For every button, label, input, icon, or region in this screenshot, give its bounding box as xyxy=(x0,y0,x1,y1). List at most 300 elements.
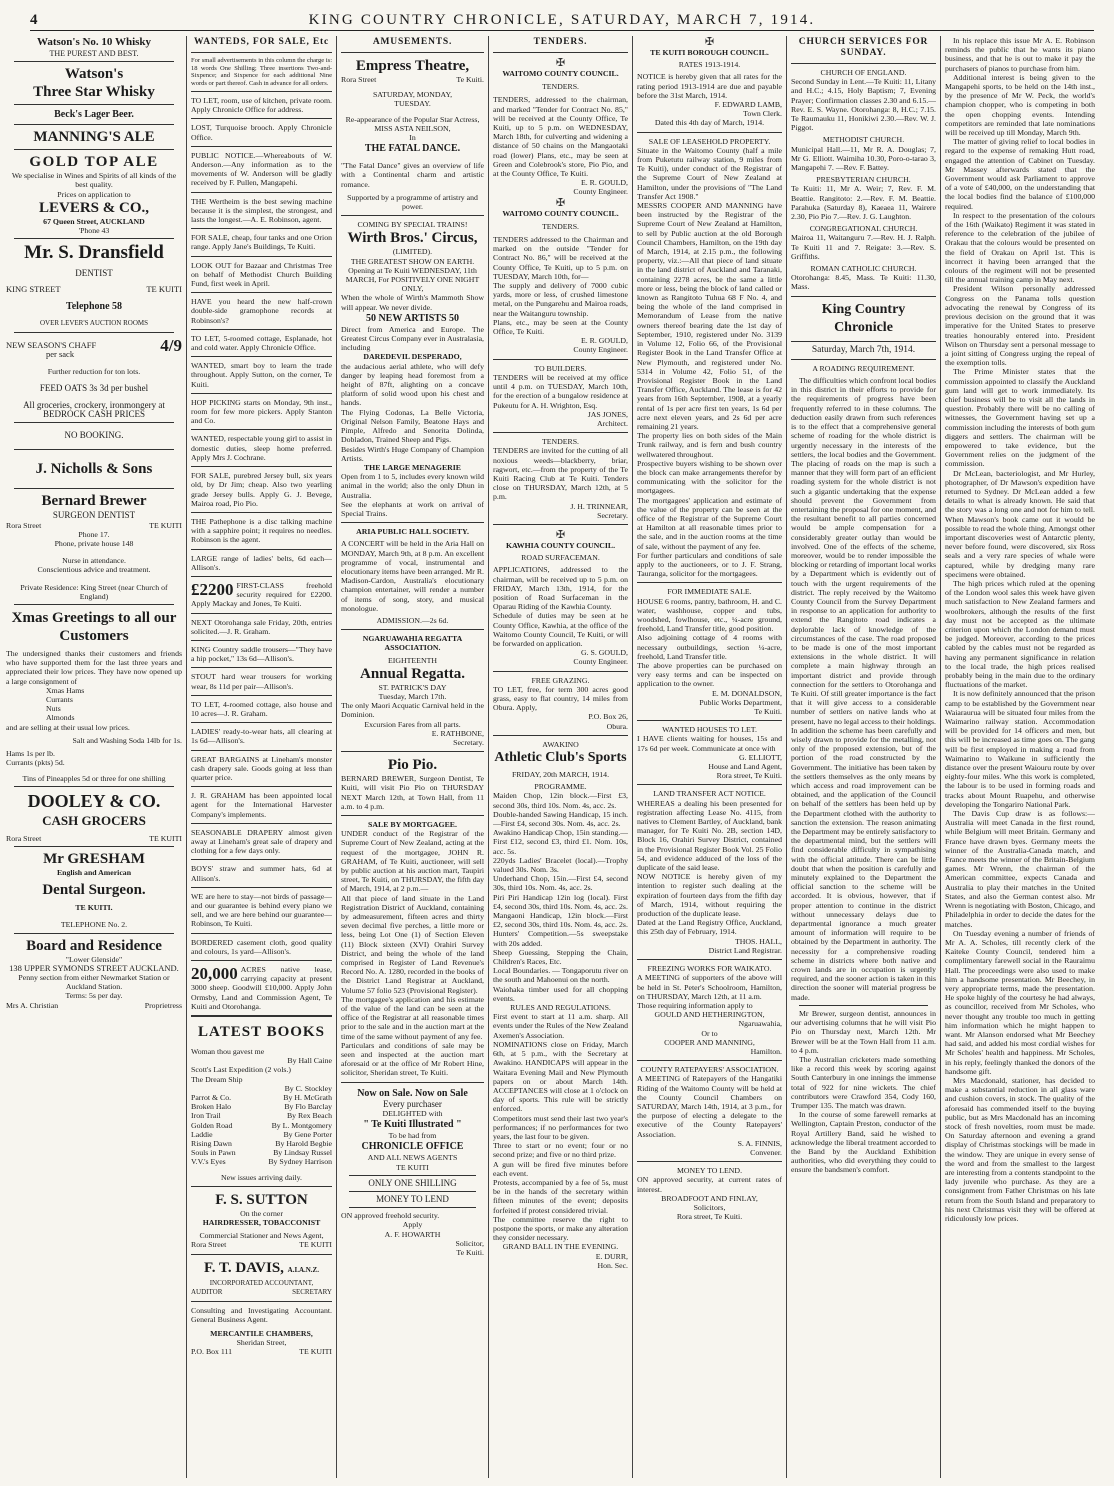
money-heading: MONEY TO LEND xyxy=(376,1193,449,1204)
classified-ad: FOR SALE, purebred Jersey bull, six years old, by Dr Jim; cheap. Also two yearling grade Jersey bulls. Apply G. J. Bevege, Mairoa road, Pio Pio. xyxy=(191,471,332,508)
classified-ad: LOOK OUT for Bazaar and Christmas Tree on behalf of Methodist Church Building Fund, first week in April. xyxy=(191,260,332,289)
groceries-text: All groceries, crockery, ironmongery at BEDROCK CASH PRICES xyxy=(23,400,165,420)
empress-reappearance: Re-appearance of the Popular Star Actress, xyxy=(345,114,480,124)
builders-heading: TO BUILDERS. xyxy=(534,363,587,373)
leasehold-text: MESSRS COOPER AND MANNING have been instructed by the Registrar of the Supreme Court of New Zealand at Hamilton, to sell by Public auction at the old Borough Council Chambers, Hamilton, on the 19th day of March, 1914, at 2.15 p.m., the following property, viz.:—All that piece of land situate in the land district of Auckland and Taranaki, containing 2278 acres, be the same a little more or less, being the block of land called or known as Rangitoto Tuhua 68 F No. 4, and being the whole of the land comprised in Memorandum of Lease from the native owners thereof bearing date the 1st day of September, 1910, registered under No. 3139 in Volume 12, Folio 66, of the Provisional Register Book in the Land Transfer Office at New Plymouth, and registered under No. 5314 in Volume 42, Folio 51, of the Provisional Register Book in the Land Transfer Office, Auckland. The lease is for 42 years from 16th September, 1908, at a yearly rental of 1s per acre first ten years, 1s 6d per acre next eleven years, and 2s 6d per acre remaining 21 years. xyxy=(637,201,782,431)
awakino-rule: A gun will be fired five minutes before each event. xyxy=(493,1159,628,1178)
awakino-event: 220yds Ladies' Bracelet (local).—Trophy valued 30s. Nom. 3s. xyxy=(493,855,628,875)
news-item: Dr McLean, bacteriologist, and Mr Hurley, photographer, of Dr Mawson's expedition have returned to Sydney. Dr McLean added a few details to what is already known. He said that the story was a long one and not for him to tell. When Mawson's book came out it would be possible to read the whole thing. Amongst other important discoveries west of Antarctic plenty, never before found, were discovered, six Ross seals and a very rare species of whale were captured, while by dredging many rare specimens were obtained. xyxy=(945,468,1095,579)
now-price: ONLY ONE SHILLING xyxy=(368,1177,457,1188)
board-title: Board and Residence xyxy=(26,937,162,954)
empress-description: "The Fatal Dance" gives an overview of life with a Continental charm and artistic romance. xyxy=(341,161,484,189)
wines-text: We specialise in Wines and Spirits of all kinds of the best quality. xyxy=(11,171,177,190)
circus-menagerie-text: Open from 1 to 5, includes every known wild animal in the world; also the only Dhun in Australia. xyxy=(341,472,484,500)
gresham-role: Dental Surgeon. xyxy=(42,882,146,899)
grazing-text: TO LET, free, for term 300 acres good grass, easy to flat country, 14 miles from Obura. Apply, xyxy=(493,684,628,713)
editorial-text: The difficulties which confront local bodies in this district in their efforts to provide for the requirements of progress have been frequently referred to in these columns. The deduction easily drawn from such references is to the effect that a comprehensive general scheme of roading for the whole district is urgently necessary in the interests of the settlers, the local bodies and the Government. The placing of roads on the map is such a manner that they will form part of an efficient roading system for the whole district is not such a gigantic undertaking that the expense should prevent the Government from entertaining the proposal for one moment, and the resultant benefit to all parties concerned would be ample compensation for a considerably greater outlay than would be involved. One of the effects of the scheme, moreover, would be to render impossible the blocking or retarding of important local works by a Department which is evidently out of touch with the urgent requirements of the district. The reply received by the Waitomo County Council from the Survey Department in response to an application for authority to extend the Rangitoto road indicates a deplorable lack of knowledge of the circumstances of the case. The road proposed to be made is one of the most important extensions in the whole district. It will complete a main highway through an important district and provide through connection for the settlers to Otorohanga and Te Kuiti. Of still greater importance is the fact that it will give access to a considerable number of settlers on native lands who at present, have no legal access to their holdings. In addition the scheme has been carefully and wisely drawn to provide for the metalling, not only of the proposed extension, but of the portion of the road constructed by the Government. The initiative has been taken by the settlers themselves as the only means by which access and road improvement can be obtained, and the application of the Council on behalf of the settlers has been held up by the Department clothed with the authority to sanction the extension. The reason animating the Department may be entirely satisfactory to the departmental mind, but the settlers will find considerable difficulty in sympathising with the official attitude. There can be little doubt that when the position is carefully and minutely explained to the Department the official sanction to the scheme will be accorded. It is obvious, however, that if proper attention to continue in the district without unnecessary delays due to departmental ignorance a much greater amount of information will require to be obtained by the Department in authority. The necessity for a comprehensive roading scheme in districts where both native and crown lands are in occupation is urgently required, and the sooner action is taken in this direction the sooner will material progress be made. xyxy=(791,376,936,1002)
book-author: By H. McGrath xyxy=(283,1093,332,1103)
news-item: It is now definitely announced that the prison camp to be established by the Government near Waiaraurua will be situated four miles from the Waimarino railway station. Accommodation will be provided for 14 officers and men, but this will be increased as time goes on. The gang will be first employed in making a road from Waimarino to Waikune in sufficiently the distance over the present Waiouru route by over eighty-four miles. Whe this work is completed, the labour is to be used in forming roads and tracks about Mount Ruapehu, and otherwise developing the Tongariro National Park. xyxy=(945,689,1095,809)
brewer-advice: Conscientious advice and treatment. xyxy=(37,565,151,575)
circus-daredevil: DAREDEVIL DESPERADO, xyxy=(363,352,462,362)
kawhia-heading: KAWHIA COUNTY COUNCIL. xyxy=(505,540,616,550)
classified-ad: HAVE you heard the new half-crown double-side gramophone records at Robinson's? xyxy=(191,297,332,325)
classified-ad-amount: £2200 xyxy=(191,579,234,599)
mortgagee-heading: SALE BY MORTGAGEE. xyxy=(368,820,457,829)
davis-chambers: MERCANTILE CHAMBERS, xyxy=(210,1328,313,1338)
circus-menagerie: THE LARGE MENAGERIE xyxy=(363,462,462,472)
kawhia-text: APPLICATIONS, addressed to the chairman, will be received up to 5 p.m. on FRIDAY, March 13th, 1914, for the position of Road Surfaceman in the Oparau Riding of the Kawhia County. xyxy=(493,565,628,612)
church-services: Mairoa 11, Waitanguru 7.—Rev. H. J. Ralph. Te Kuiti 11 and 7. Reigate: 3.—Rev. S. Griffiths. xyxy=(791,233,936,261)
tenders-subheading: TENDERS. xyxy=(541,437,580,447)
dooley-name: DOOLEY & CO. xyxy=(27,790,161,811)
classified-ad: THE Pathephone is a disc talking machine with a sapphire point; it requires no needles. Robinson is the agent. xyxy=(191,516,332,545)
news-item: The Davis Cup draw is as follows:—Australia will meet Canada in the first round, while Belgium will meet Britain. Germany and France have drawn byes. Germany meets the winner of the Australia-Canada match, and France meets the winner of the Britain-Belgium games. Mr Wrenn, the chairman of the American committee, expects Canada and Australia to play their matches in the United States, and also the German contest also. Mr Wrenn is negotiating with Boston, Chicago, and Philadelphia in order to decide the dates for the matches. xyxy=(945,809,1095,929)
land-transfer-signer-role: District Land Registrar. xyxy=(708,945,782,955)
chaff-note: Further reduction for ton lots. xyxy=(47,366,141,376)
awakino-rule: Competitors must send their last two year's performances; if no performances for two years, the last four to be given. xyxy=(493,1113,628,1141)
feed-oats: FEED OATS 3s 3d per bushel xyxy=(39,382,149,393)
classified-ad: WANTED, smart boy to learn the trade throughout. Apply Sutton, on the corner, Te Kuiti. xyxy=(191,361,332,389)
brewer-nurse: Nurse in attendance. xyxy=(62,556,126,566)
gresham-origin: English and American xyxy=(56,867,132,877)
now-town: TE KUITI xyxy=(396,1162,429,1172)
tender-text: TENDERS are invited for the cutting of all noxious weeds—blackberry, briar, ragwort, etc.—from the property of the Te Kuiti Racing Club at Te Kuiti. Tenders close on THURSDAY, March 12th, at 5 p.m. xyxy=(493,446,628,502)
xmas-text: The undersigned thanks their customers and friends who have supported them for the last three years and appreciated their low prices. They have now opened up a large consignment of xyxy=(6,649,182,686)
davis-auditor: AUDITOR xyxy=(191,1287,223,1296)
freezing-contact: GOULD AND HETHERINGTON, xyxy=(654,1010,765,1020)
sutton-street: Rora Street xyxy=(191,1240,227,1250)
board-owner: Mrs A. Christian xyxy=(6,1000,59,1010)
piopio-title: Pio Pio. xyxy=(387,757,438,774)
leasehold-heading: SALE OF LEASEHOLD PROPERTY. xyxy=(648,136,771,146)
davis-name-text: F. T. DAVIS, xyxy=(204,1259,284,1276)
awakino-event: Awakino Handicap Chop, 15in standing.—First £12, second £3, third £1. Nom. 10s, acc. 5s. xyxy=(493,828,628,856)
money-lend-firm: BROADFOOT AND FINLAY, xyxy=(661,1193,758,1203)
builders-signer-role: Architect. xyxy=(597,418,628,428)
sutton-name: F. S. SUTTON xyxy=(215,1191,308,1208)
ratepayers-signer-role: Convener. xyxy=(750,1147,782,1157)
circus-coming: COMING BY SPECIAL TRAINS! xyxy=(357,220,468,230)
awakino-event: Mangaoni Handicap, 12in block.—First £2, second 30s, third 10s. Nom. 4s, acc. 2s. xyxy=(493,911,628,930)
column-2 xyxy=(191,36,332,1478)
land-transfer-signer: THOS. HALL, xyxy=(735,936,782,946)
board-transport: Penny section from either Newmarket Station or Auckland Station. xyxy=(18,972,170,992)
books-note: New issues arriving daily. xyxy=(221,1172,302,1182)
davis-services: Consulting and Investigating Accountant. General Business Agent. xyxy=(191,1306,332,1325)
circus-limited: (LIMITED). xyxy=(392,247,433,257)
levers-address: 67 Queen Street, AUCKLAND xyxy=(43,216,145,226)
news-item: The high prices which ruled at the opening of the London wool sales this week have given much satisfaction to New Zealand farmers and woolbrokers, although the results of the first day must not be accepted as the ultimate criterion upon which the London demand must be judged. Moreover, according to the prices cabled by the cables must not be regarded as having any permanent significance in relation to the local trade, the high prices realised probably being in the main due to the ordinary fluctuations of the market. xyxy=(945,578,1095,690)
circus-elephants: See the elephants at work on arrival of Special Trains. xyxy=(341,499,484,518)
classified-ad: PUBLIC NOTICE.—Whereabouts of W. Anderson.—Any information as to the movements of W. Anderson will be gladly received by F. Pullen, Mangapehi. xyxy=(191,150,332,188)
editorial-date: Saturday, March 7th, 1914. xyxy=(811,344,916,355)
xmas-title: Xmas Greetings to all our Customers xyxy=(11,610,177,645)
classified-ad: WANTED, respectable young girl to assist in domestic duties, sleep home preferred. Apply Mrs J. Cochrane. xyxy=(191,434,332,462)
crest-icon: ✠ xyxy=(555,528,566,541)
money-apply: Apply xyxy=(402,1220,423,1230)
awakino-heading: AWAKINO xyxy=(542,739,579,749)
tender-signer-role: County Engineer. xyxy=(573,345,628,355)
borough-heading: TE KUITI BOROUGH COUNCIL. xyxy=(650,48,769,57)
classified-ad: BORDERED casement cloth, good quality and colours, 1s yard—Allison's. xyxy=(191,937,332,956)
watson3-title: Watson's xyxy=(64,66,124,83)
regatta-fares: Excursion Fares from all parts. xyxy=(364,719,461,729)
money-lend-heading: MONEY TO LEND. xyxy=(676,1166,743,1176)
dooley-street: Rora Street xyxy=(6,833,42,843)
freezing-heading: FREEZING WORKS FOR WAIKATO. xyxy=(647,964,772,974)
immediate-sale-text: HOUSE 6 rooms, pantry, bathroom, H. and C. water, washhouse, copper and tubs, woodshed, fowlhouse, etc., ¼-acre ground, freehold, Land Transfer title, good position. xyxy=(637,596,782,634)
column-6 xyxy=(791,36,936,1478)
now-office: CHRONICLE OFFICE xyxy=(361,1141,464,1153)
tenders-heading: TENDERS. xyxy=(533,37,588,47)
houses-heading: WANTED HOUSES TO LET. xyxy=(662,725,757,735)
mortgagee-application: The mortgagee's application and his estimate of the value of the land can be seen at the office of the Registrar at all reasonable times prior to the sale and in the auction mart at the time of the same without payment of any fee. xyxy=(341,994,484,1041)
book-row xyxy=(191,1130,332,1139)
money-solicitor-role: Solicitor, xyxy=(455,1238,484,1248)
watson10-title: Watson's No. 10 Whisky xyxy=(36,36,152,48)
regatta-title: Annual Regatta. xyxy=(359,665,465,682)
tender-text: The supply and delivery of 7000 cubic yards, more or less, of crushed limestone metal, on the Pungarehu and Mairoa roads, near the Waitanguru township. xyxy=(493,281,628,318)
now-purchaser: Every purchaser xyxy=(383,1098,442,1109)
houses-signer-role: House and Land Agent, xyxy=(708,762,782,772)
column-1 xyxy=(6,36,182,1478)
borough-signer: F. EDWARD LAMB, xyxy=(714,100,782,110)
classified-ad: FOR SALE, cheap, four tanks and one Orion range. Apply Jane's Buildings, Te Kuiti. xyxy=(191,233,332,252)
empress-actress: MISS ASTA NEILSON, xyxy=(374,123,451,133)
classified-ad: TO LET, 4-roomed cottage, also house and 10 acres—J. R. Graham. xyxy=(191,699,332,718)
ratepayers-heading: COUNTY RATEPAYERS' ASSOCIATION. xyxy=(640,1065,779,1075)
brewer-town: TE KUITI xyxy=(149,520,182,530)
tender-text: TENDERS, addressed to the chairman, and marked "Tender for Contract No. 85," will be received at the County Office, Te Kuiti, up to 5 p.m. on WEDNESDAY, March 18th, for culverting and widening a distance of 50 chains on the Mangaotaki road (lower) Plans, etc., may be seen at Green and Colebrook's store, Pio Pio, and at the County Office, Te Kuiti. xyxy=(493,95,628,179)
circus-greatest: THE GREATEST SHOW ON EARTH. xyxy=(350,256,475,266)
mannings-ad: MANNING'S ALE xyxy=(33,129,155,146)
empress-days: SATURDAY, MONDAY, TUESDAY. xyxy=(372,90,453,109)
dransfield-name: Mr. S. Dransfield xyxy=(24,242,164,264)
xmas-text-2: and are selling at their usual low prices. xyxy=(6,722,130,732)
no-booking: NO BOOKING. xyxy=(64,430,124,441)
classified-ad: J. R. GRAHAM has been appointed local agent for the International Harvester Company's implements. xyxy=(191,791,332,819)
tender-signer-role: County Engineer. xyxy=(573,187,628,197)
dransfield-role: DENTIST xyxy=(75,268,113,279)
book-row xyxy=(191,1157,332,1166)
book-author: By Harold Begbie xyxy=(275,1139,332,1149)
book-title: Souls in Pawn xyxy=(191,1148,236,1158)
book-title: Scott's Last Expedition (2 vols.) xyxy=(191,1065,291,1075)
awakino-signer-role: Hon. Sec. xyxy=(597,1260,628,1270)
awakino-programme: PROGRAMME. xyxy=(534,782,587,792)
levers-phone: 'Phone 43 xyxy=(78,226,110,236)
circus-besides: Besides Wirth's Huge Company of Champion Artists. xyxy=(341,444,484,463)
book-row xyxy=(191,1148,332,1157)
classified-ad: GREAT BARGAINS at Lineham's monster cash drapery sale. Goods going at less than quarter price. xyxy=(191,754,332,782)
tender-text: TENDERS addressed to the Chairman and marked on the outside "Tender for Contract No. 86," will be received at the County Office, Te Kuiti, up to 5 p.m. on TUESDAY, March 10th, for— xyxy=(493,235,628,281)
freezing-contact: COOPER AND MANNING, xyxy=(664,1037,755,1047)
leasehold-text: For further particulars and conditions of sale apply to the auctioneers, or to J. F. Strang, Tauranga, solicitor for the mortgagees. xyxy=(637,550,782,579)
classified-ad: WE are here to stay—not birds of passage—and our guarantee is behind every piano we sell, and we are here behind our guarantee—Robinson, Te Kuiti. xyxy=(191,891,332,929)
borough-subheading: RATES 1913-1914. xyxy=(678,60,741,70)
church-name: CHURCH OF ENGLAND. xyxy=(820,68,907,77)
wanteds-note: For small advertisements in this column the charge is: 18 words One Shilling; Three insertions Two-and-Sixpence; and Sixpence for each additional Nine words or part thereof. Cash in advance for all orders. xyxy=(191,57,332,87)
circus-direct: Direct from America and Europe. The Greatest Circus Company ever in Australasia, including xyxy=(341,324,484,353)
aria-text: A CONCERT will be held in the Aria Hall on MONDAY, March 9th, at 8 p.m. An excellent programme of vocal, instrumental and elocutionary items have been arranged. Mr R. Madison-Cardon, Australia's elocutionary champion entertainer, will render a number of items of song, story, and musical monologue. xyxy=(341,539,484,613)
money-lend-address: Rora street, Te Kuiti. xyxy=(676,1212,743,1222)
regatta-number: EIGHTEENTH xyxy=(388,655,437,665)
davis-pobox: P.O. Box 111 xyxy=(191,1346,233,1356)
houses-address: Rora street, Te Kuiti. xyxy=(716,771,782,781)
column-3 xyxy=(341,36,484,1478)
church-name: CONGREGATIONAL CHURCH. xyxy=(809,224,918,234)
chaff-price: 4/9 xyxy=(160,335,182,355)
chaff-unit: per sack xyxy=(46,348,75,359)
news-item: President Wilson personally addressed Congress on the Panama tolls question advocating the renewal by Congress of its previous decision on the ground that it was imperative for the United States to preserve treaties honourably entered into. President Wilson on Thursday sent a personal message to a joint sitting of Congress urging the repeal of the exemption tolls. xyxy=(945,284,1095,368)
brewer-street: Rora Street xyxy=(6,520,42,530)
classified-ad: ACRES native lease, carrying capacity at present 3000 sheep. Goodwill £10,000. Apply John Ormsby, Land and Commission Agent, Te Kuiti and Otorohanga. xyxy=(191,965,332,1011)
classified-ad: NEXT Otorohanga sale Friday, 20th, entries solicited.—J. R. Graham. xyxy=(191,617,332,636)
book-row xyxy=(191,1139,332,1148)
leasehold-text: Prospective buyers wishing to be shown over the block can make arrangements therefor by communicating with the solicitor for the mortgagees. xyxy=(637,458,782,496)
xmas-item: Nuts xyxy=(46,704,61,714)
leasehold-text: The mortgagees' application and estimate of the value of the property can be seen at the office of the Registrar of the Supreme Court at Hamilton at all reasonable times prior to the sale, and in the auction rooms at the time of sale, without the payment of any fee. xyxy=(637,495,782,551)
classified-ad: TO LET, 5-roomed cottage, Esplanade, hot and cold water. Apply Chronicle Office. xyxy=(191,333,332,353)
sutton-trade: HAIRDRESSER, TOBACCONIST xyxy=(202,1218,321,1228)
money-lend-text: ON approved security, at current rates of interest. xyxy=(637,1175,782,1194)
chaff-title: NEW SEASON'S CHAFF xyxy=(6,339,97,350)
book-title: The Dream Ship xyxy=(191,1074,243,1084)
nicholls-name: J. Nicholls & Sons xyxy=(35,460,153,477)
news-item: The Australian cricketers made something like a record this week by scoring against South Canterbury in one innings the immense total of 922 for nine wickets. The chief contributors were Crawford 354, Cody 160, Trumper 135. The match was drawn. xyxy=(791,1054,936,1110)
church-services: Te Kuiti: 11, Mr A. Weir; 7, Rev. F. M. Beattie. Rangitoto: 2.—Rev. F. M. Beattie. Parahuka (Saturday 8), Kaeaea 11, Wairere 2.30, Pio Pio 7.—Rev. J. G. Laughton. xyxy=(791,184,936,222)
houses-signer: G. ELLIOTT, xyxy=(739,752,782,762)
gresham-telephone: TELEPHONE No. 2. xyxy=(60,920,128,930)
freezing-or: Or to xyxy=(701,1028,718,1038)
dransfield-note: OVER LEVER'S AUCTION ROOMS xyxy=(39,319,149,328)
editorial-masthead: King Country Chronicle xyxy=(821,301,906,335)
aria-admission: ADMISSION.—2s 6d. xyxy=(376,615,449,625)
news-item: Mrs Macdonald, stationer, has decided to make a substantial reduction in all glass ware and cushion covers, in stock. The quality of the aforesaid has commended itself to the buying public, but as Mrs Macdonald has an incoming stock of fresh novelties, room must be made. On Saturday afternoon and evening a grand display of Christmas stockings will be made in the window. They are unique in every sense of the word and from the smallest to the largest are interesting from a contents standpoint to the lady juvenile who purchase. As they are a consignment from Father Christmas on his late return from the South Island and preparatory to his next Christmas visit they will be offered at ridiculously low prices. xyxy=(945,1075,1095,1223)
news-item: On Tuesday evening a number of friends of Mr A. A. Scholes, till recently clerk of the Kaiteke County Council, tendered him a complimentary farewell social in the Rauraimu Hall. The proceedings were also used to make him a handsome presentation. Mr Beechey, in very appropriate terms, made the presentation. He spoke highly of the courtesy he had always, as councillor, received from Mr Scholes, who never thought any trouble too much in getting him information which he might happen to want. Mr Alanson endorsed what Mr Beechey had said, and added his most cordial wishes for Mr Scholes' health and happiness. Mr Scholes, in his reply, feelingly thanked the donors of the handsome gift. xyxy=(945,928,1095,1076)
classified-ad: KING Country saddle trousers—"They have a hip pocket," 13s 6d—Allison's. xyxy=(191,644,332,664)
xmas-item: Almonds xyxy=(46,713,75,723)
now-agents: AND ALL NEWS AGENTS xyxy=(367,1153,458,1163)
mortgagee-conditions: Particulars and conditions of sale may be seen and inspected at the auction mart aforesaid or at the office of Mr Robert Hine, solicitor, Sheridan street, Te Kuiti. xyxy=(341,1040,484,1078)
awakino-title: Athletic Club's Sports xyxy=(494,750,627,765)
church-name: METHODIST CHURCH. xyxy=(822,135,905,145)
column-rule xyxy=(786,36,787,1478)
awakino-rule: The committee reserve the right to postpone the sports, or make any alteration they consider necessary. xyxy=(493,1214,628,1243)
regatta-heading: NGARUAWAHIA REGATTA ASSOCIATION. xyxy=(362,634,463,653)
book-title: Iron Trail xyxy=(191,1111,221,1121)
circus-opening: Opening at Te Kuiti WEDNESDAY, 11th MARCH, For POSITIVELY ONE NIGHT ONLY, xyxy=(345,265,480,294)
freezing-text: Those requiring information apply to xyxy=(637,1000,753,1010)
masthead-title: KING COUNTRY CHRONICLE, SATURDAY, MARCH 7, 1914. xyxy=(308,12,816,28)
sutton-town: TE KUITI xyxy=(299,1240,332,1250)
classified-ad-amount: 20,000 xyxy=(191,964,238,984)
prices-text: Prices on application to xyxy=(57,189,131,199)
land-transfer-text: NOW NOTICE is hereby given of my intention to register such dealing at the expiration of fourteen days from the fifth day of March, 1914, without requiring the production of the duplicate lease. xyxy=(637,872,782,919)
watson10-sub: THE PUREST AND BEST. xyxy=(49,49,139,58)
awakino-event: Local Boundaries. — Tongaporutu river on the south and Mahoenui on the north. xyxy=(493,966,628,985)
regatta-text: The only Maori Acquatic Carnival held in the Dominion. xyxy=(341,701,484,720)
news-item: In the course of some farewell remarks at Wellington, Captain Preston, conductor of the Royal Artillery Band, said he wished to acknowledge the liberal treatment accorded to the Band by the Auckland Exhibition authorities, who did everything they could to ensure the bandsmen's comfort. xyxy=(791,1110,936,1175)
land-transfer-text: WHEREAS a dealing his been presented for registration affecting Lease No. 4115, from natives to Clement Bartley, of Auckland, bank manager, for Te Kuiti No. 2B, section 14D, Block 16, Orahiri Survey District, contained in the Provisional Register Book Vol. 25 Folio 54, and evidence adduced of the loss of the duplicate of the said lease. xyxy=(637,798,782,873)
brewer-phone: Phone 17. xyxy=(78,529,110,539)
regatta-date: Tuesday, March 17th. xyxy=(378,691,447,701)
mortgagee-land: All that piece of land situate in the Land Registration District of Auckland, containing by admeasurement, fifteen acres and thirty seven decimal five perches, a little more or less, being Lot One (1) of Section Eleven (11) Block sixteen (XVI) Orahiri Survey District, and being the whole of the land comprised in Register of Land Revenue's Record No. A. 1280, recorded in the books of the District Land Registrar at Auckland, Volume 57 folio 523 (Provisional Register). xyxy=(341,893,484,995)
regatta-secretary-role: Secretary. xyxy=(453,737,484,747)
empress-street: Rora Street xyxy=(341,75,377,84)
borough-text: NOTICE is hereby given that all rates for the rating period 1913-1914 are due and payable before the 31st March, 1914. xyxy=(637,72,782,100)
brewer-name: Bernard Brewer xyxy=(41,492,147,509)
book-row xyxy=(191,1065,332,1074)
news-item: The Prime Minister states that the commission appointed to classify the Auckland gum land will get to work immediately. Its chief business will be to visit all the lands in question. Probably there will be no calling of witnesses, the Government having set up a commission including the interests of both gum diggers and settlers. The chairman will be empowered to take evidence, but the Government relies on the judgment of the commission. xyxy=(945,367,1095,469)
book-author: By C. Stockley xyxy=(284,1083,332,1093)
leasehold-text: Situate in the Waitomo County (half a mile from Puketutu railway station, 9 miles from Te Kuiti), under conduct of the Registrar of the Supreme Court of New Zealand at Hamilton, under the provisions of "The Land Transfer Act 1908." xyxy=(637,145,782,201)
church-name: PRESBYTERIAN CHURCH. xyxy=(816,175,911,185)
circus-artists: 50 NEW ARTISTS 50 xyxy=(365,312,460,324)
board-address: 138 UPPER SYMONDS STREET AUCKLAND. xyxy=(9,962,179,973)
pineapple-price: Tins of Pineapples 5d or three for one shilling xyxy=(22,773,166,783)
tender-signer-role: Secretary. xyxy=(597,510,628,520)
circus-acts: The Flying Codonas, La Belle Victoria, Original Nelson Family, Beatone Hays and Pimple, Alfredo and Senorita Dolinda, Dobladon, Trained Sheep and Pigs. xyxy=(341,407,484,445)
davis-town: TE KUITI xyxy=(299,1346,332,1356)
council-heading: WAITOMO COUNTY COUNCIL. xyxy=(502,208,619,218)
regatta-day: ST. PATRICK'S DAY xyxy=(378,682,447,692)
tenders-subheading: TENDERS. xyxy=(541,82,580,92)
book-row xyxy=(191,1102,332,1111)
awakino-event: Hunters' Competition.—5s sweepstake with 20s added. xyxy=(493,929,628,948)
board-role: Proprietress xyxy=(144,1000,182,1010)
brewer-phone-private: Phone, private house 148 xyxy=(54,539,134,549)
book-list xyxy=(191,1065,332,1166)
classified-ad: LARGE range of ladies' belts, 6d each—Allison's. xyxy=(191,553,332,572)
dransfield-town: TE KUITI xyxy=(146,284,182,295)
circus-daredevil-text: the audacious aerial athlete, who will defy danger by leaping head foremost from a height of 87ft, alighting on a concave platform of solid wood upon his chest and hands. xyxy=(341,361,484,408)
board-terms: Terms: 5s per day. xyxy=(65,991,123,1001)
borough-signer-role: Town Clerk. xyxy=(743,109,782,119)
builders-text: TENDERS will be received at my office until 4 p.m. on TUESDAY, March 10th, for the erection of a bungalow residence at Pukeutu for A. H. Wrighton, Esq. xyxy=(493,372,628,410)
church-services: Second Sunday in Lent.—Te Kuiti: 11, Litany and H.C.; 4.15, Holy Baptism; 7, Evening Prayer; Confirmation classes 2.30 and 6.15.—Rev. E. S. Wayne. Otorohanga: 8, H.C.; 7.15. Te Raumauku 11, Honikiwi 2.30.—Rev. W. J. Piggot. xyxy=(791,77,936,133)
column-rule xyxy=(336,36,337,1478)
book-title: Golden Road xyxy=(191,1120,233,1130)
grazing-place: Obura. xyxy=(606,721,628,731)
classified-ad: LADIES' ready-to-wear hats, all clearing at 1s 6d—Allison's. xyxy=(191,727,332,746)
xmas-item: Currants xyxy=(46,695,73,705)
money-town: Te Kuiti. xyxy=(456,1247,484,1257)
classified-ad: LOST, Turquoise brooch. Apply Chronicle Office. xyxy=(191,123,332,142)
immediate-sale-text: Also adjoining cottage of 4 rooms with necessary outbuildings, section ¼-acre, freehold, Land Transfer title. xyxy=(637,633,782,661)
book-title: Broken Halo xyxy=(191,1102,232,1112)
column-4 xyxy=(493,36,628,1478)
classified-ad: STOUT hard wear trousers for working wear, 8s 11d per pair—Allison's. xyxy=(191,672,332,691)
aria-heading: ARIA PUBLIC HALL SOCIETY. xyxy=(356,527,469,537)
sutton-location: On the corner xyxy=(240,1208,283,1218)
church-services: Municipal Hall.—11, Mr R. A. Douglas; 7, Mr G. Elliott. Waimiha 10.30, Poro-o-tarao 3, Mangapehi 7. —Rev. F. Battey. xyxy=(791,144,936,173)
classified-ad: SEASONABLE DRAPERY almost given away at Lineham's great sale of drapery and clothing for a few days only. xyxy=(191,827,332,856)
tender-signer: E. R. GOULD, xyxy=(581,336,628,346)
immediate-sale-town: Te Kuiti. xyxy=(754,707,782,717)
empress-in: In xyxy=(409,133,416,143)
regatta-secretary: E. RATHBONE, xyxy=(431,728,484,738)
freezing-contact-place: Hamilton. xyxy=(750,1046,782,1056)
book-row xyxy=(191,1111,332,1120)
column-rule xyxy=(186,36,187,1478)
crest-icon: ✠ xyxy=(555,57,566,69)
awakino-rules-heading: RULES AND REGULATIONS. xyxy=(510,1003,611,1013)
editorial-heading: A ROADING REQUIREMENT. xyxy=(812,363,915,373)
now-delighted: DELIGHTED with xyxy=(382,1108,443,1118)
sutton-stationer: Commercial Stationer and News Agent, xyxy=(199,1231,324,1241)
dransfield-phone: Telephone 58 xyxy=(65,301,123,313)
land-transfer-text: Dated at the Land Registry Office, Auckland, this 25th day of February, 1914. xyxy=(637,918,782,937)
book-row xyxy=(191,1084,332,1093)
tender-signer: J. H. TRINNEAR, xyxy=(570,501,628,511)
news-item: In respect to the presentation of the colours of the 16th (Waikato) Regiment it was stated in reference to the celebration of the jubilee of Orakau that the colours would be presented on the field of Orakau on April 1st. This is incorrect it having been arranged that the colours of the regiment will not be presented till the annual training camp in May next. xyxy=(945,210,1095,285)
awakino-ball: GRAND BALL IN THE EVENING. xyxy=(502,1242,619,1252)
column-rule xyxy=(632,36,633,1478)
now-publication: " Te Kuiti Illustrated " xyxy=(363,1119,462,1131)
davis-qualification: A.I.A.N.Z. xyxy=(287,1265,319,1274)
money-text: ON approved freehold security. xyxy=(341,1211,440,1221)
classified-ad: THE Wertheim is the best sewing machine because it is the simplest, the strongest, and lasts the longest.—A. E. Robinson, agent. xyxy=(191,196,332,225)
classified-ad: FIRST-CLASS freehold security required for £2200. Apply Mackay and Jones, Te Kuiti. xyxy=(191,580,332,609)
kawhia-signer: G. S. GOULD, xyxy=(581,648,628,658)
kawhia-subheading: ROAD SURFACEMAN. xyxy=(521,553,600,563)
dooley-type: CASH GROCERS xyxy=(42,812,146,828)
book-author: By Lindsay Russel xyxy=(273,1148,332,1158)
freezing-text: A MEETING of supporters of the above will be held in St. Peter's Schoolroom, Hamilton, on THURSDAY, March 12th, at 11 a.m. xyxy=(637,973,782,1001)
builders-signer: JAS JONES, xyxy=(587,409,628,419)
book-title: Woman thou gavest me xyxy=(191,1047,265,1057)
page-number: 4 xyxy=(30,12,40,28)
classified-ad: HOP PICKING starts on Monday, 9th inst., room for few more pickers. Apply Stanton and Co. xyxy=(191,397,332,426)
awakino-event: Waiohaka timber used for all chopping events. xyxy=(493,984,628,1003)
mortgagee-text: UNDER conduct of the Registrar of the Supreme Court of New Zealand, acting at the request of the mortgagee, JOHN R. GRAHAM, of Te Kuiti, auctioneer, will sell by public auction at his auction mart, Taupiri street, Te Kuiti, on THURSDAY, the fifth day of March, 1914, at 2 p.m.— xyxy=(341,829,484,894)
empress-support: Supported by a programme of artistry and power. xyxy=(347,192,478,212)
grazing-heading: FREE GRAZING. xyxy=(531,675,590,685)
church-heading: CHURCH SERVICES FOR SUNDAY. xyxy=(798,37,929,58)
book-row xyxy=(191,1121,332,1130)
immediate-sale-dept: Public Works Department, xyxy=(699,697,782,707)
book-author: By Rex Beach xyxy=(286,1111,332,1121)
church-name: ROMAN CATHOLIC CHURCH. xyxy=(810,264,917,274)
dooley-town: TE KUITI xyxy=(149,833,182,843)
council-heading: WAITOMO COUNTY COUNCIL. xyxy=(502,69,619,78)
awakino-signer: E. DURR, xyxy=(595,1251,628,1261)
money-lend-role: Solicitors, xyxy=(693,1202,726,1212)
davis-secretary: SECRETARY xyxy=(292,1287,332,1296)
board-house: "Lower Glenside" xyxy=(65,954,123,964)
davis-street: Sheridan Street, xyxy=(236,1337,287,1347)
awakino-date: FRIDAY, 20th MARCH, 1914. xyxy=(511,770,610,779)
awakino-event: Maiden Chop, 12in block.—First £3, second 30s, third 10s. Nom. 4s, acc. 2s. xyxy=(493,791,628,810)
brewer-residence: Private Residence: King Street (near Church of England) xyxy=(20,582,168,601)
piopio-text: BERNARD BREWER, Surgeon Dentist, Te Kuiti, will visit Pio Pio on THURSDAY NEXT March 12th, at Town Hall, from 11 a.m. to 4 p.m. xyxy=(341,774,484,811)
borough-date: Dated this 4th day of March, 1914. xyxy=(654,118,765,128)
davis-role: INCORPORATED ACCOUNTANT, xyxy=(209,1278,314,1287)
column-rule xyxy=(488,36,489,1478)
awakino-event: Sheep Guessing, Stepping the Chain, Children's Races, Etc. xyxy=(493,947,628,967)
circus-title: Wirth Bros.' Circus, xyxy=(347,230,478,247)
leasehold-text: The property lies on both sides of the Main Trunk railway, and is fern and bush country wellwatered throughout. xyxy=(637,431,782,459)
hams-price: Hams 1s per lb. xyxy=(6,749,55,759)
levers-name: LEVERS & CO., xyxy=(38,199,150,216)
awakino-event: Underhand Chop, 15in.—First £4, second 30s, third 10s. Nom. 4s, acc. 2s. xyxy=(493,874,628,893)
news-item: Mr Brewer, surgeon dentist, announces in our advertising columns that he will visit Pio Pio on Thursday next, March 12th. Mr Brewer will be at the Town Hall from 11 a.m. to 4 p.m. xyxy=(791,1008,936,1055)
wanteds-heading: WANTEDS, FOR SALE, Etc xyxy=(193,37,330,47)
awakino-event: Piri Piri Handicap 12in log (local). First £4, second 30s, third 10s. Nom. 4s, acc. 2s. xyxy=(493,892,628,911)
land-transfer-heading: LAND TRANSFER ACT NOTICE. xyxy=(653,789,766,799)
empress-town: Te Kuiti. xyxy=(456,75,484,84)
